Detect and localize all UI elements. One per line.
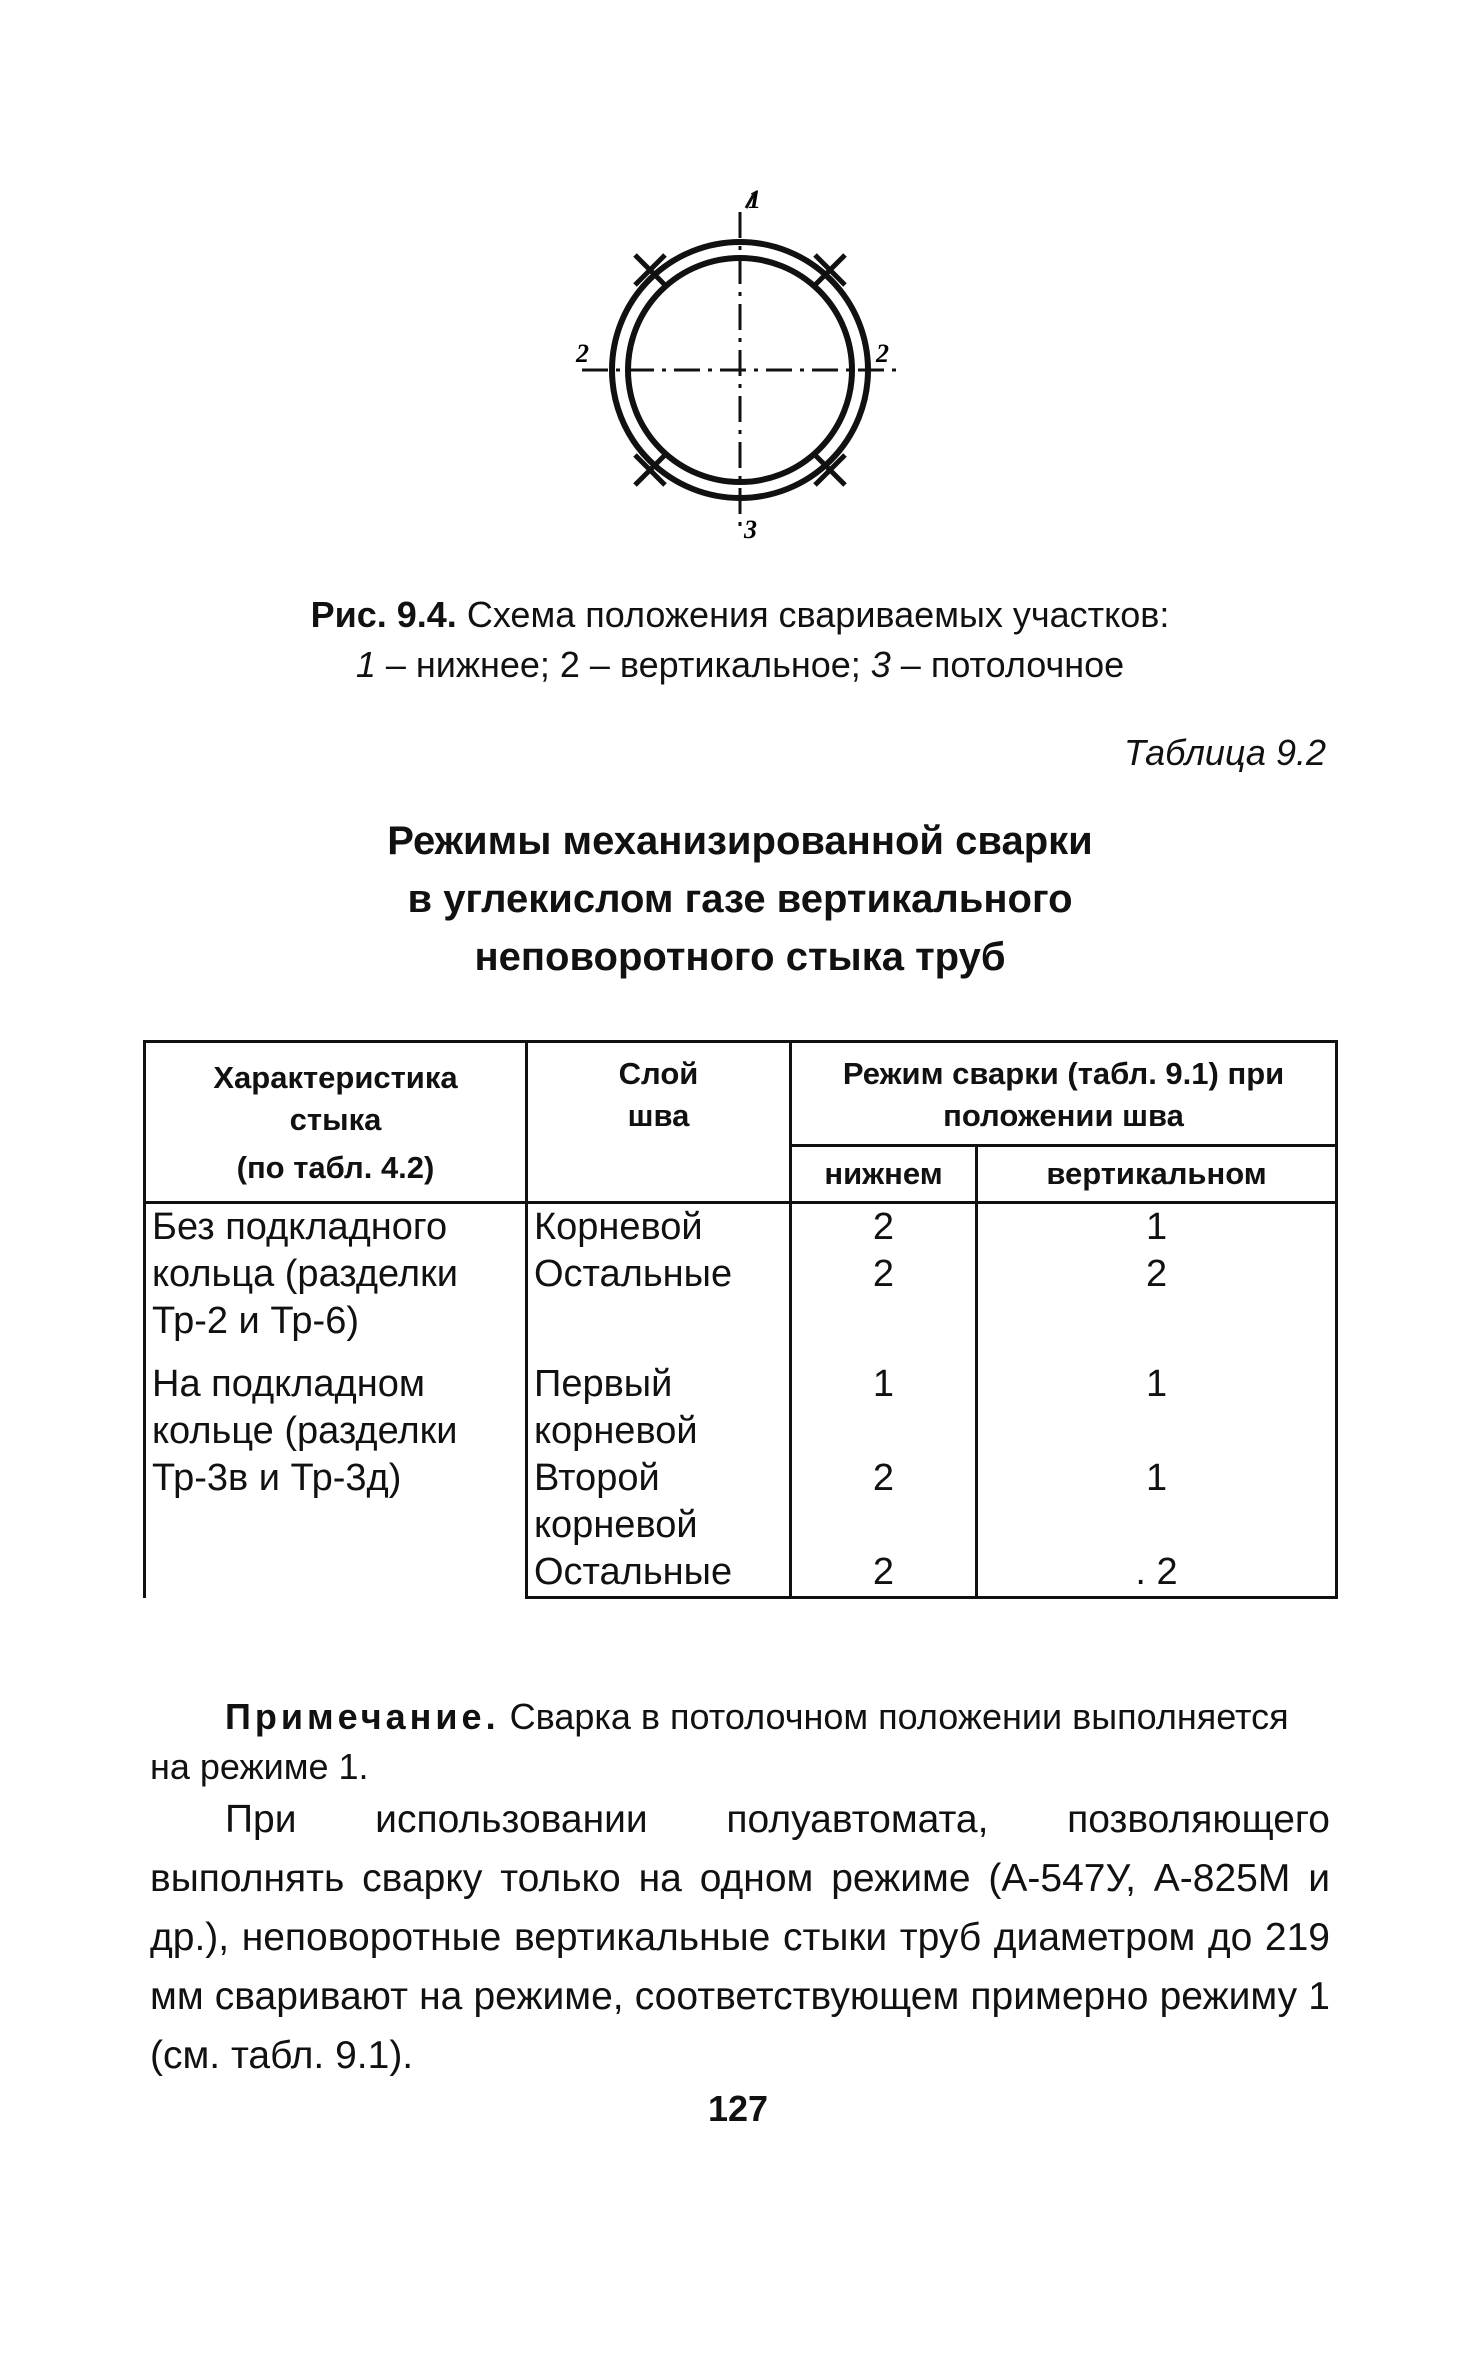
caption-line-1 — [200, 590, 1280, 640]
joint-line: Тр-3в и Тр-3д) — [152, 1457, 402, 1499]
layer-line: корневой — [534, 1410, 698, 1452]
caption-item: – вертикальное; — [579, 644, 871, 685]
table-row — [145, 1203, 1337, 1252]
vertical-cell: 1 — [977, 1455, 1337, 1549]
caption-line-2 — [200, 640, 1280, 690]
lower-cell: 1 — [791, 1361, 977, 1455]
table-title-line: неповоротного стыка труб — [474, 935, 1006, 979]
header-joint — [145, 1042, 527, 1203]
lower-cell: 2 — [791, 1455, 977, 1549]
caption-num: 1 — [355, 644, 376, 685]
joint-line: На подкладном — [152, 1363, 425, 1405]
vertical-cell: . 2 — [977, 1549, 1337, 1598]
layer-line: Остальные — [534, 1551, 733, 1593]
header-joint-line: стыка — [289, 1102, 382, 1137]
caption-item: – нижнее; — [375, 644, 560, 685]
header-mode-line: Режим сварки (табл. 9.1) при — [842, 1056, 1285, 1091]
layer-line: Корневой — [534, 1206, 703, 1248]
caption-num: 3 — [870, 644, 891, 685]
table-title — [250, 812, 1230, 986]
joint-cell — [145, 1361, 527, 1598]
caption-text: Схема положения свариваемых участков: — [466, 594, 1170, 635]
pipe-joint-diagram — [560, 190, 920, 550]
table-title-line: Режимы механизированной сварки — [387, 819, 1093, 863]
table-row — [145, 1361, 1337, 1455]
lower-cell: 2 — [791, 1549, 977, 1598]
header-lower: нижнем — [791, 1145, 977, 1202]
header-layer-line: шва — [627, 1098, 690, 1133]
caption-item: – потолочное — [890, 644, 1125, 685]
layer-line: корневой — [534, 1504, 698, 1546]
layer-cell — [527, 1361, 791, 1455]
position-1-label: 1 — [748, 190, 761, 214]
layer-line: Остальные — [534, 1253, 733, 1295]
joint-line: Тр-2 и Тр-6) — [152, 1300, 359, 1342]
lower-cell: 2 — [791, 1251, 977, 1361]
layer-cell — [527, 1251, 791, 1361]
header-joint-line: (по табл. 4.2) — [236, 1150, 435, 1185]
figure-caption — [200, 590, 1280, 690]
position-3-label: 3 — [744, 515, 757, 544]
joint-line: кольца (разделки — [152, 1253, 458, 1295]
position-2-left-label: 2 — [576, 339, 589, 368]
joint-line: кольце (разделки — [152, 1410, 458, 1452]
header-mode — [791, 1042, 1337, 1146]
vertical-cell: 1 — [977, 1361, 1337, 1455]
position-2-right-label: 2 — [876, 339, 889, 368]
table-note — [150, 1692, 1330, 1792]
vertical-cell: 2 — [977, 1251, 1337, 1361]
header-layer-line: Слой — [618, 1056, 699, 1091]
body-paragraph: При использовании полуавтомата, позволяющего выполнять сварку только на одном режиме (А-547У, А-825М и др.), неповоротные вертикальные стыки труб диаметром до 219 мм сваривают на режиме, соответствующем примерно режиму 1 (см. табл. 9.1). — [150, 1798, 1330, 2077]
header-row — [145, 1042, 1337, 1146]
welding-modes-table — [143, 1040, 1338, 1599]
joint-cell — [145, 1203, 527, 1362]
vertical-cell: 1 — [977, 1203, 1337, 1252]
header-layer — [527, 1042, 791, 1203]
table-label: Таблица 9.2 — [1123, 732, 1326, 773]
table-title-line: в углекислом газе вертикального — [407, 877, 1073, 921]
page-number: 127 — [707, 2088, 769, 2129]
note-lead: Примечание. — [225, 1696, 500, 1737]
header-joint-line: Характеристика — [213, 1060, 458, 1095]
layer-cell — [527, 1203, 791, 1252]
layer-cell — [527, 1455, 791, 1549]
layer-line: Первый — [534, 1363, 673, 1405]
lower-cell: 2 — [791, 1203, 977, 1252]
layer-cell — [527, 1549, 791, 1598]
layer-line: Второй — [534, 1457, 660, 1499]
header-vertical: вертикальном — [977, 1145, 1337, 1202]
joint-line: Без подкладного — [152, 1206, 448, 1248]
header-mode-line: положении шва — [943, 1098, 1184, 1133]
caption-prefix: Рис. 9.4. — [310, 594, 457, 635]
caption-num: 2 — [559, 644, 580, 685]
note-text: Сварка в потолочном положении выполняется на режиме 1. — [150, 1696, 1289, 1787]
